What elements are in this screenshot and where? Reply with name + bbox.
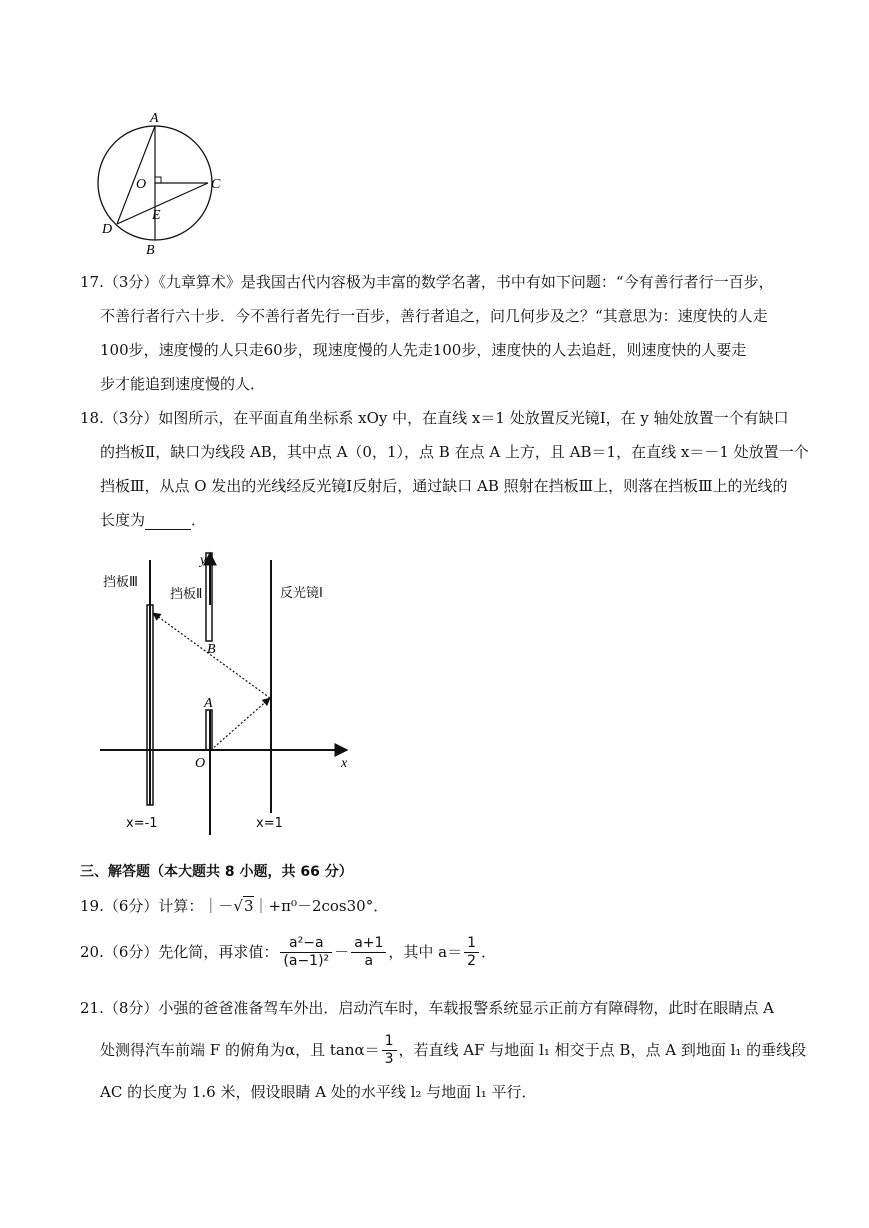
board-III-label: 挡板Ⅲ [103, 575, 138, 590]
q18-line-4 [100, 510, 206, 530]
sqrt-sign-icon: √ [233, 897, 243, 915]
q18-line-3: 挡板Ⅲ，从点 O 发出的光线经反光镜Ⅰ反射后，通过缺口 AB 照射在挡板Ⅲ上，则落在挡板Ⅲ上的光线的 [100, 477, 788, 495]
point-B-label: B [207, 642, 216, 657]
label-O: O [136, 177, 147, 192]
q20-fraction-2 [351, 935, 386, 970]
x-axis-label: x [341, 756, 348, 771]
q20-fraction-3-den: 2 [467, 952, 477, 969]
q18-line-4-text: 长度为 [100, 511, 146, 529]
origin-O-label: O [195, 756, 206, 771]
point-A-label: A [204, 696, 213, 711]
label-E: E [152, 208, 161, 223]
q21-tan-fraction-num: 1 [382, 1033, 397, 1051]
q20-end: ． [481, 943, 497, 961]
q21-line-2 [100, 1028, 806, 1072]
q17-line-2: 不善行者行六十步．今不善行者先行一百步，善行者追之，问几何步及之？“其意思为：速度快的人走 [100, 307, 768, 325]
q19-line [80, 896, 388, 916]
q20-minus: － [334, 943, 350, 961]
q20-fraction-2-den: a [364, 952, 374, 969]
q19-post: ｜+π⁰－2cos30°． [253, 897, 389, 915]
q21-line-1: 21.（8分）小强的爸爸准备驾车外出．启动汽车时，车载报警系统显示正前方有障碍物，此时在眼睛点 A [80, 999, 775, 1017]
x-1-label: x=1 [256, 816, 283, 831]
q17-line-3: 100步，速度慢的人只走60步，现速度慢的人先走100步，速度快的人去追赶，则速度快的人要走 [100, 341, 747, 359]
label-C: C [211, 177, 221, 192]
q19-radicand: 3 [243, 897, 254, 915]
label-B: B [146, 243, 155, 258]
q21-tan-fraction-den: 3 [384, 1050, 394, 1067]
q21-tan-fraction [382, 1033, 397, 1068]
q21-line-3: AC 的长度为 1.6 米，假设眼睛 A 处的水平线 l₂ 与地面 l₁ 平行． [100, 1083, 537, 1101]
answer-blank [145, 515, 191, 530]
q17-line-4: 步才能追到速度慢的人． [100, 375, 266, 393]
q20-mid: ，其中 a＝ [388, 943, 463, 961]
q20-fraction-1-num: a²−a [280, 935, 332, 953]
q18-line-1: 18.（3分）如图所示，在平面直角坐标系 xOy 中，在直线 x＝1 处放置反光镜Ⅰ，在 y 轴处放置一个有缺口 [80, 409, 789, 427]
x-minus-1-label: x=-1 [126, 816, 158, 831]
q20-fraction-1-den: (a−1)² [283, 952, 330, 969]
q19-pre: 19.（6分）计算：｜－ [80, 897, 234, 915]
q20-line [80, 930, 496, 974]
q18-line-2: 的挡板Ⅱ，缺口为线段 AB，其中点 A（0，1），点 B 在点 A 上方，且 AB＝1，在直线 x＝－1 处放置一个 [100, 443, 809, 461]
section-3-heading: 三、解答题（本大题共 8 小题，共 66 分） [80, 864, 353, 880]
label-A: A [150, 111, 159, 126]
y-axis-label: y [200, 553, 207, 568]
mirror-I-label: 反光镜I [280, 586, 323, 601]
q20-fraction-2-num: a+1 [351, 935, 386, 953]
q21-line-2a: 处测得汽车前端 F 的俯角为α，且 tanα＝ [100, 1041, 380, 1059]
mirror-diagram [95, 545, 365, 840]
q18-line-4-end: ． [191, 511, 207, 529]
q17-line-1: 17.（3分）《九章算术》是我国古代内容极为丰富的数学名著，书中有如下问题：“今有善行者行一百步， [80, 273, 774, 291]
q20-pre: 20.（6分）先化简，再求值： [80, 943, 279, 961]
circle-figure [90, 108, 240, 258]
q20-fraction-3 [464, 935, 479, 970]
q20-fraction-3-num: 1 [464, 935, 479, 953]
q20-fraction-1 [280, 935, 332, 970]
label-D: D [102, 222, 113, 237]
q21-line-2b: ，若直线 AF 与地面 l₁ 相交于点 B，点 A 到地面 l₁ 的垂线段 [398, 1041, 807, 1059]
board-II-label: 挡板Ⅱ [170, 587, 203, 602]
